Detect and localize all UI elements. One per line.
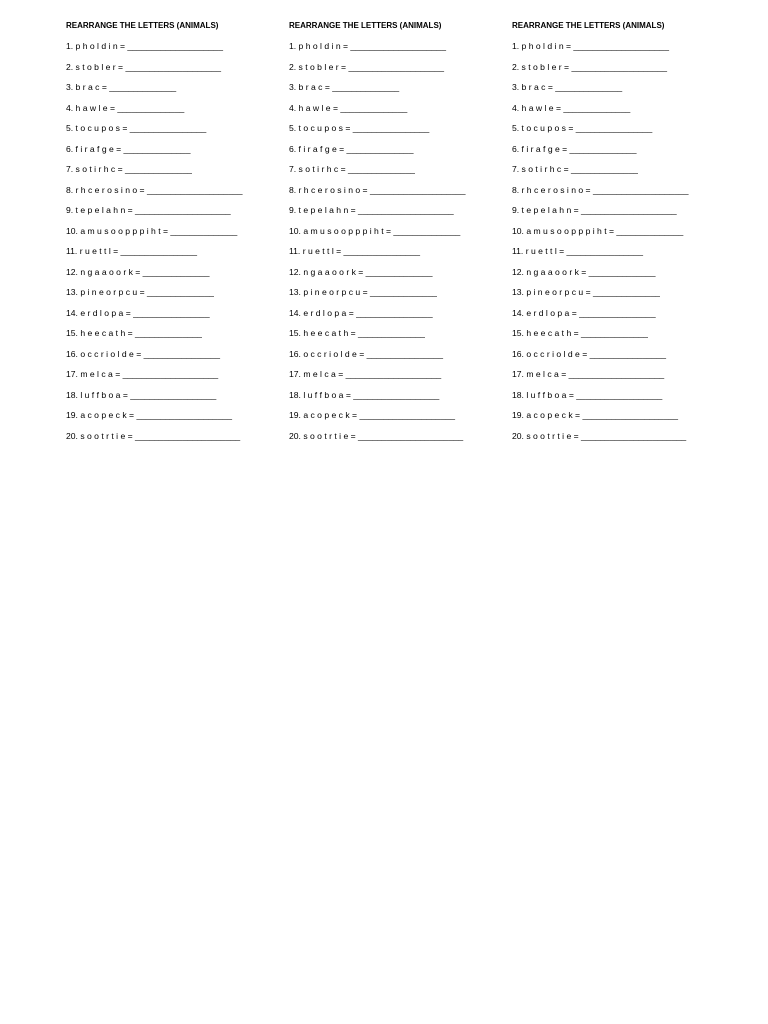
worksheet-item-14: 14. e r d l o p a = ________________ xyxy=(66,307,210,318)
worksheet-item-7: 7. s o t i r h c = ______________ xyxy=(66,164,192,174)
worksheet-column-1 xyxy=(66,19,281,450)
worksheet-item-12: 12. n g a a o o r k = ______________ xyxy=(512,266,656,277)
worksheet-item-1: 1. p h o l d i n = ____________________ xyxy=(66,41,223,51)
column-title: REARRANGE THE LETTERS (ANIMALS) xyxy=(289,21,442,30)
worksheet-item-8: 8. r h c e r o s i n o = ____________________ xyxy=(289,184,466,195)
worksheet-item-16: 16. o c c r i o l d e = ________________ xyxy=(289,348,444,359)
worksheet-item-9: 9. t e p e l a h n = ____________________ xyxy=(289,205,454,215)
worksheet-item-3: 3. b r a c = ______________ xyxy=(289,82,400,92)
column-title: REARRANGE THE LETTERS (ANIMALS) xyxy=(66,21,219,30)
worksheet-item-13: 13. p i n e o r p c u = ______________ xyxy=(66,287,214,297)
worksheet-item-4: 4. h a w l e = ______________ xyxy=(289,102,408,113)
worksheet-item-5: 5. t o c u p o s = ________________ xyxy=(289,123,430,133)
worksheet-item-3: 3. b r a c = ______________ xyxy=(512,82,623,92)
worksheet-item-20: 20. s o o t r t i e = ______________________ xyxy=(66,430,241,441)
worksheet-item-2: 2. s t o b l e r = ____________________ xyxy=(66,61,222,72)
worksheet-item-7: 7. s o t i r h c = ______________ xyxy=(289,164,415,174)
worksheet-item-2: 2. s t o b l e r = ____________________ xyxy=(289,61,445,72)
worksheet-item-3: 3. b r a c = ______________ xyxy=(66,82,177,92)
worksheet-item-12: 12. n g a a o o r k = ______________ xyxy=(289,266,433,277)
worksheet-item-9: 9. t e p e l a h n = ____________________ xyxy=(66,205,231,215)
worksheet-item-4: 4. h a w l e = ______________ xyxy=(512,102,631,113)
worksheet-item-13: 13. p i n e o r p c u = ______________ xyxy=(512,287,660,297)
worksheet-item-8: 8. r h c e r o s i n o = ____________________ xyxy=(512,184,689,195)
worksheet-item-19: 19. a c o p e c k = ____________________ xyxy=(512,410,679,420)
worksheet-item-10: 10. a m u s o o p p p i h t = ______________ xyxy=(289,225,461,236)
worksheet-item-5: 5. t o c u p o s = ________________ xyxy=(66,123,207,133)
worksheet-item-14: 14. e r d l o p a = ________________ xyxy=(289,307,433,318)
worksheet-item-20: 20. s o o t r t i e = ______________________ xyxy=(289,430,464,441)
worksheet-item-13: 13. p i n e o r p c u = ______________ xyxy=(289,287,437,297)
worksheet-item-7: 7. s o t i r h c = ______________ xyxy=(512,164,638,174)
worksheet-item-11: 11. r u e t t l = ________________ xyxy=(66,246,198,256)
worksheet-item-17: 17. m e l c a = ____________________ xyxy=(512,369,665,379)
worksheet-item-14: 14. e r d l o p a = ________________ xyxy=(512,307,656,318)
worksheet-item-10: 10. a m u s o o p p p i h t = ______________ xyxy=(512,225,684,236)
worksheet-column-3 xyxy=(512,19,727,450)
worksheet-item-17: 17. m e l c a = ____________________ xyxy=(66,369,219,379)
column-title: REARRANGE THE LETTERS (ANIMALS) xyxy=(512,21,665,30)
worksheet-item-5: 5. t o c u p o s = ________________ xyxy=(512,123,653,133)
worksheet-item-16: 16. o c c r i o l d e = ________________ xyxy=(66,348,221,359)
worksheet-item-8: 8. r h c e r o s i n o = ____________________ xyxy=(66,184,243,195)
worksheet-item-15: 15. h e e c a t h = ______________ xyxy=(512,328,648,338)
worksheet-item-15: 15. h e e c a t h = ______________ xyxy=(289,328,425,338)
worksheet-item-6: 6. f i r a f g e = ______________ xyxy=(512,143,637,154)
worksheet-item-11: 11. r u e t t l = ________________ xyxy=(289,246,421,256)
worksheet-item-6: 6. f i r a f g e = ______________ xyxy=(66,143,191,154)
worksheet-item-1: 1. p h o l d i n = ____________________ xyxy=(512,41,669,51)
worksheet-item-11: 11. r u e t t l = ________________ xyxy=(512,246,644,256)
worksheet-item-2: 2. s t o b l e r = ____________________ xyxy=(512,61,668,72)
worksheet-item-1: 1. p h o l d i n = ____________________ xyxy=(289,41,446,51)
worksheet-item-18: 18. l u f f b o a = __________________ xyxy=(289,389,440,400)
worksheet-item-4: 4. h a w l e = ______________ xyxy=(66,102,185,113)
worksheet-item-18: 18. l u f f b o a = __________________ xyxy=(66,389,217,400)
worksheet-item-15: 15. h e e c a t h = ______________ xyxy=(66,328,202,338)
worksheet-item-19: 19. a c o p e c k = ____________________ xyxy=(289,410,456,420)
worksheet-item-17: 17. m e l c a = ____________________ xyxy=(289,369,442,379)
worksheet-item-18: 18. l u f f b o a = __________________ xyxy=(512,389,663,400)
worksheet-item-12: 12. n g a a o o r k = ______________ xyxy=(66,266,210,277)
worksheet-item-16: 16. o c c r i o l d e = ________________ xyxy=(512,348,667,359)
worksheet-item-19: 19. a c o p e c k = ____________________ xyxy=(66,410,233,420)
worksheet-item-6: 6. f i r a f g e = ______________ xyxy=(289,143,414,154)
worksheet-item-9: 9. t e p e l a h n = ____________________ xyxy=(512,205,677,215)
worksheet-column-2 xyxy=(289,19,504,450)
worksheet-item-10: 10. a m u s o o p p p i h t = ______________ xyxy=(66,225,238,236)
worksheet-item-20: 20. s o o t r t i e = ______________________ xyxy=(512,430,687,441)
